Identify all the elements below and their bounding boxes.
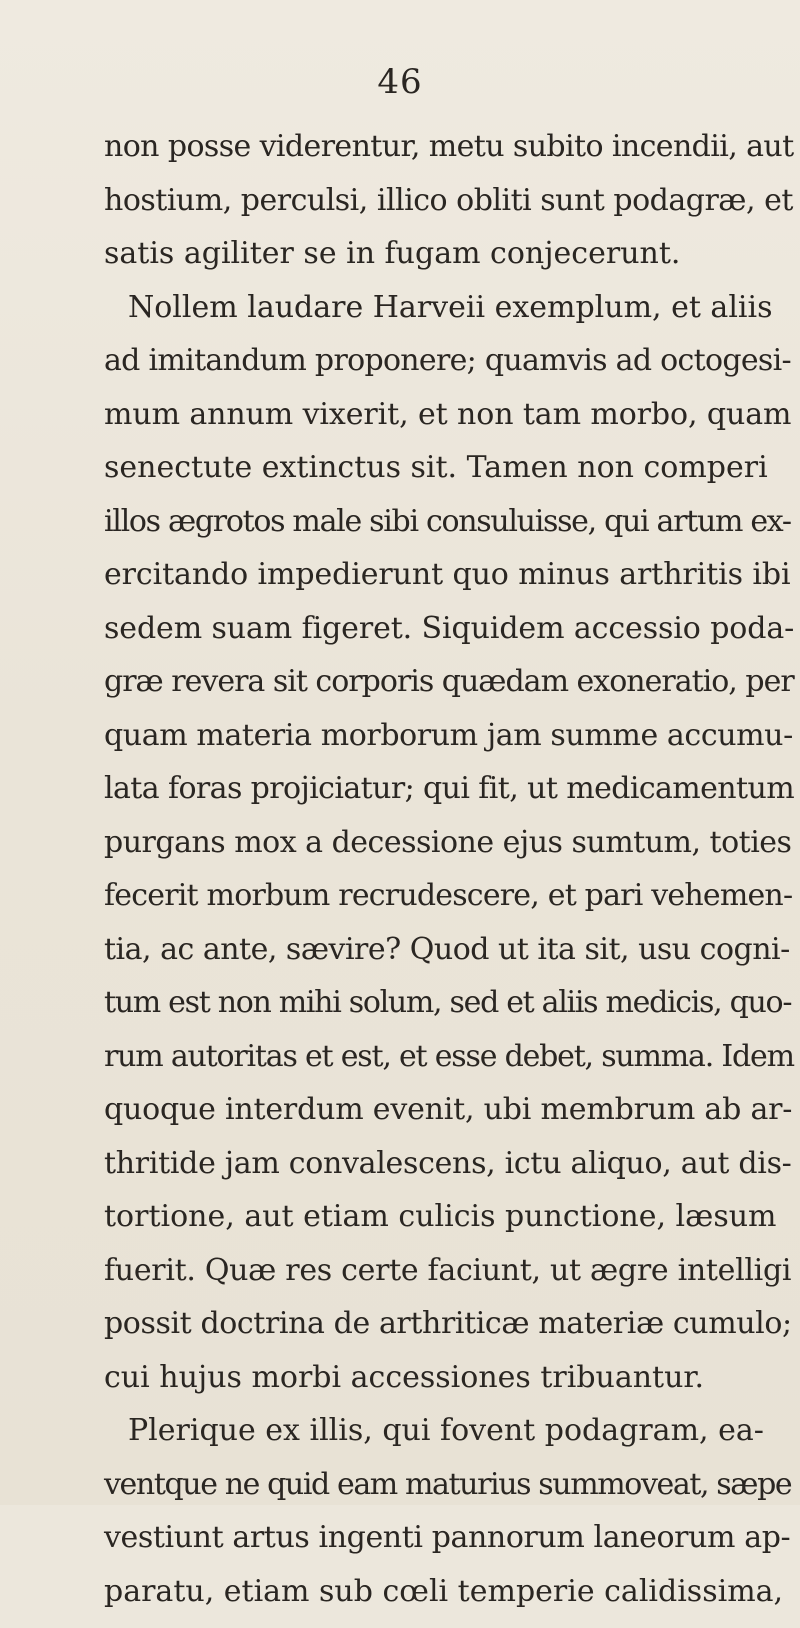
text-line: cui hujus morbi accessiones tribuantur.	[104, 1361, 794, 1415]
text-line: rum autoritas et est, et esse debet, summa. Idem	[104, 1040, 794, 1094]
text-line: purgans mox a decessione ejus sumtum, toties	[104, 826, 794, 880]
text-line: tia, ac ante, sævire? Quod ut ita sit, usu cogni-	[104, 933, 794, 987]
text-line: mum annum vixerit, et non tam morbo, quam	[104, 398, 794, 452]
text-line: paratu, etiam sub cœli temperie calidissima,	[104, 1575, 794, 1628]
text-line: ventque ne quid eam maturius summoveat, sæpe	[104, 1468, 794, 1522]
text-line: quoque interdum evenit, ubi membrum ab ar-	[104, 1093, 794, 1147]
text-line: senectute extinctus sit. Tamen non comperi	[104, 451, 794, 505]
text-line: hostium, perculsi, illico obliti sunt podagræ, et	[104, 184, 794, 238]
text-line: græ revera sit corporis quædam exoneratio, per	[104, 665, 794, 719]
body-text	[104, 130, 794, 1628]
paragraph-start-line: Nollem laudare Harveii exemplum, et aliis	[104, 291, 794, 345]
text-line: tum est non mihi solum, sed et aliis medicis, quo-	[104, 986, 794, 1040]
text-line: sedem suam figeret. Siquidem accessio podа-	[104, 612, 794, 666]
text-line: fuerit. Quæ res certe faciunt, ut ægre intelligi	[104, 1254, 794, 1308]
text-line: ad imitandum proponere; quamvis ad octogesi-	[104, 344, 794, 398]
text-line: vestiunt artus ingenti pannorum laneorum ap-	[104, 1521, 794, 1575]
text-line: possit doctrina de arthriticæ materiæ cumulo;	[104, 1307, 794, 1361]
text-line: non posse viderentur, metu subito incendii, aut	[104, 130, 794, 184]
text-line: illos ægrotos male sibi consuluisse, qui artum ex-	[104, 505, 794, 559]
text-line: satis agiliter se in fugam conjecerunt.	[104, 237, 794, 291]
text-line: tortione, aut etiam culicis punctione, læsum	[104, 1200, 794, 1254]
text-line: lata foras projiciatur; qui fit, ut medicamentum	[104, 772, 794, 826]
text-line: thritide jam convalescens, ictu aliquo, aut dis-	[104, 1147, 794, 1201]
text-line: fecerit morbum recrudescere, et pari vehemen-	[104, 879, 794, 933]
page-number: 46	[0, 62, 800, 102]
text-line: ercitando impedierunt quo minus arthritis ibi	[104, 558, 794, 612]
paragraph-start-line: Plerique ex illis, qui fovent podagram, ea-	[104, 1414, 794, 1468]
text-line: quam materia morborum jam summe accumu-	[104, 719, 794, 773]
